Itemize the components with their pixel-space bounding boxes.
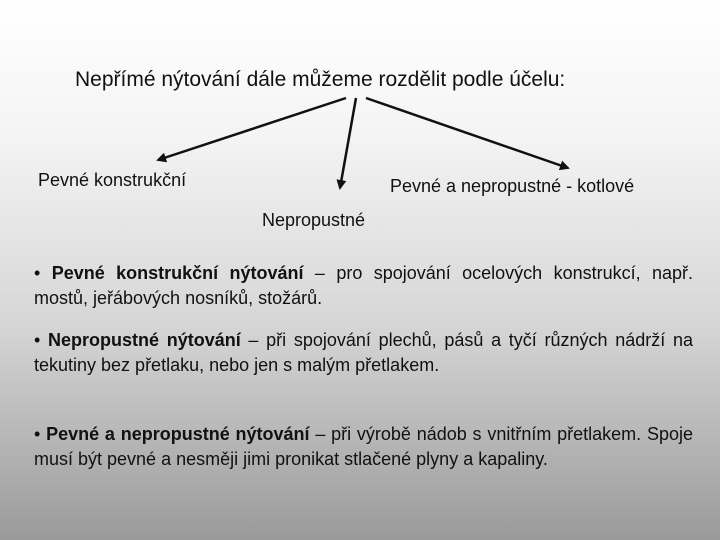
category-pevne-a-nepropustne: Pevné a nepropustné - kotlové	[390, 176, 635, 196]
bullet-text: – při spojování plechů, pásů a tyčí různých nádrží na tekutiny bez přetlaku, nebo jen s malým přetlakem.	[34, 330, 693, 375]
bullet-marker: •	[34, 330, 41, 350]
bullet-paragraph	[34, 328, 693, 378]
bullet-paragraph	[34, 422, 693, 472]
bullet-paragraph	[34, 261, 693, 311]
arrow-middle	[340, 98, 356, 188]
bullet-text: – pro spojování ocelových konstrukcí, např. mostů, jeřábových nosníků, stožárů.	[34, 263, 694, 308]
arrow-right	[366, 98, 568, 168]
bullet-term: Pevné konstrukční nýtování	[51, 263, 304, 283]
category-nepropustne: Nepropustné	[262, 210, 366, 230]
bullet-marker: •	[34, 263, 41, 283]
slide-heading: Nepřímé nýtování dále můžeme rozdělit podle účelu:	[75, 68, 566, 91]
bullet-term: Pevné a nepropustné nýtování	[46, 424, 310, 444]
category-pevne-konstrukcni: Pevné konstrukční	[38, 170, 187, 190]
bullet-text: – při výrobě nádob s vnitřním přetlakem. Spoje musí být pevné a nesměji jimi pronikat stlačené plyny a kapaliny.	[34, 424, 693, 469]
bullet-marker: •	[34, 424, 41, 444]
bullet-term: Nepropustné nýtování	[48, 330, 241, 350]
arrow-left	[158, 98, 346, 160]
